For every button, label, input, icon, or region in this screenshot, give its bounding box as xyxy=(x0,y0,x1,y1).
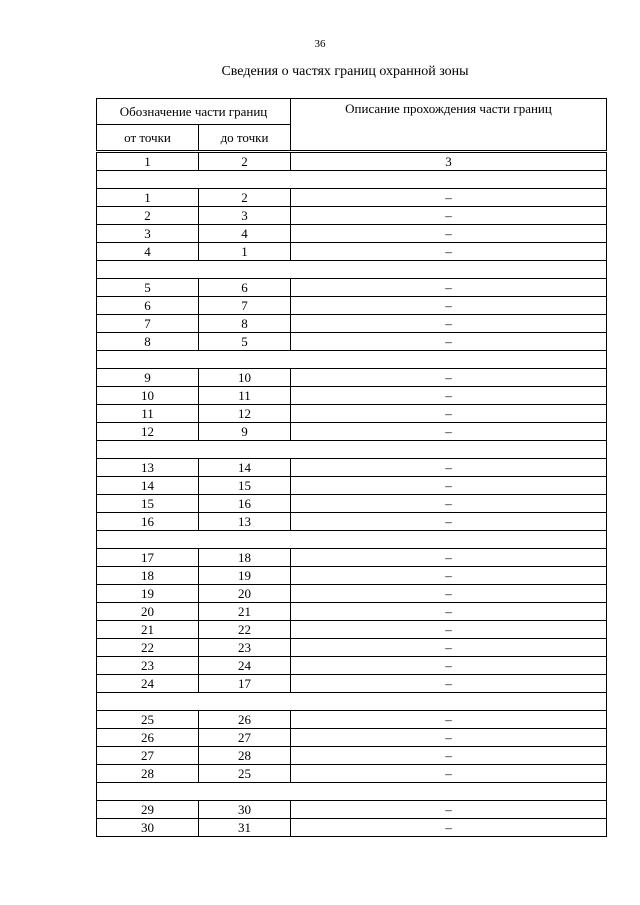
to-point-cell: 10 xyxy=(199,369,291,387)
group-separator-row xyxy=(97,531,607,549)
description-cell: – xyxy=(291,765,607,783)
description-cell: – xyxy=(291,549,607,567)
description-cell: – xyxy=(291,297,607,315)
table-row xyxy=(97,729,607,747)
boundary-table xyxy=(96,152,607,837)
from-point-cell: 24 xyxy=(97,675,199,693)
description-cell: – xyxy=(291,513,607,531)
from-point-cell: 5 xyxy=(97,279,199,297)
from-point-header: от точки xyxy=(97,125,199,151)
description-cell: – xyxy=(291,639,607,657)
from-point-cell: 3 xyxy=(97,225,199,243)
description-cell: – xyxy=(291,747,607,765)
from-point-cell: 12 xyxy=(97,423,199,441)
description-cell: – xyxy=(291,819,607,837)
to-point-cell: 21 xyxy=(199,603,291,621)
table-row xyxy=(97,603,607,621)
to-point-cell: 27 xyxy=(199,729,291,747)
description-cell: – xyxy=(291,315,607,333)
to-point-header: до точки xyxy=(199,125,291,151)
table-row xyxy=(97,621,607,639)
to-point-cell: 8 xyxy=(199,315,291,333)
page-number: 36 xyxy=(314,38,326,50)
from-point-cell: 4 xyxy=(97,243,199,261)
to-point-cell: 17 xyxy=(199,675,291,693)
table-row xyxy=(97,675,607,693)
from-point-cell: 15 xyxy=(97,495,199,513)
to-point-cell: 22 xyxy=(199,621,291,639)
to-point-cell: 30 xyxy=(199,801,291,819)
description-cell: – xyxy=(291,621,607,639)
table-row xyxy=(97,711,607,729)
to-point-cell: 7 xyxy=(199,297,291,315)
group-separator-cell xyxy=(97,171,607,189)
to-point-cell: 9 xyxy=(199,423,291,441)
from-point-cell: 26 xyxy=(97,729,199,747)
description-cell: – xyxy=(291,279,607,297)
boundary-table-body xyxy=(97,153,607,837)
table-row xyxy=(97,513,607,531)
to-point-cell: 19 xyxy=(199,567,291,585)
to-point-cell: 23 xyxy=(199,639,291,657)
from-point-cell: 19 xyxy=(97,585,199,603)
to-point-cell: 11 xyxy=(199,387,291,405)
column-number-cell: 3 xyxy=(291,153,607,171)
column-number-cell: 1 xyxy=(97,153,199,171)
description-cell: – xyxy=(291,333,607,351)
description-cell: – xyxy=(291,603,607,621)
to-point-cell: 1 xyxy=(199,243,291,261)
description-cell: – xyxy=(291,675,607,693)
to-point-cell: 28 xyxy=(199,747,291,765)
description-cell: – xyxy=(291,729,607,747)
group-separator-cell xyxy=(97,783,607,801)
boundary-table-header xyxy=(96,98,607,151)
description-header: Описание прохождения части границ xyxy=(291,99,607,151)
table-row xyxy=(97,279,607,297)
table-row xyxy=(97,369,607,387)
group-separator-row xyxy=(97,261,607,279)
description-cell: – xyxy=(291,801,607,819)
from-point-cell: 7 xyxy=(97,315,199,333)
from-point-cell: 16 xyxy=(97,513,199,531)
table-row xyxy=(97,567,607,585)
group-separator-cell xyxy=(97,441,607,459)
to-point-cell: 20 xyxy=(199,585,291,603)
to-point-cell: 24 xyxy=(199,657,291,675)
table-row xyxy=(97,747,607,765)
to-point-cell: 18 xyxy=(199,549,291,567)
table-row xyxy=(97,225,607,243)
from-point-cell: 1 xyxy=(97,189,199,207)
description-cell: – xyxy=(291,243,607,261)
group-separator-row xyxy=(97,171,607,189)
table-row xyxy=(97,207,607,225)
description-cell: – xyxy=(291,585,607,603)
table-row xyxy=(97,495,607,513)
from-point-cell: 11 xyxy=(97,405,199,423)
to-point-cell: 6 xyxy=(199,279,291,297)
from-point-cell: 2 xyxy=(97,207,199,225)
from-point-cell: 8 xyxy=(97,333,199,351)
table-row xyxy=(97,549,607,567)
from-point-cell: 18 xyxy=(97,567,199,585)
to-point-cell: 25 xyxy=(199,765,291,783)
from-point-cell: 22 xyxy=(97,639,199,657)
group-separator-row xyxy=(97,693,607,711)
description-cell: – xyxy=(291,207,607,225)
from-point-cell: 6 xyxy=(97,297,199,315)
from-point-cell: 21 xyxy=(97,621,199,639)
to-point-cell: 13 xyxy=(199,513,291,531)
description-cell: – xyxy=(291,657,607,675)
to-point-cell: 3 xyxy=(199,207,291,225)
description-cell: – xyxy=(291,495,607,513)
table-row xyxy=(97,819,607,837)
to-point-cell: 31 xyxy=(199,819,291,837)
group-separator-cell xyxy=(97,351,607,369)
table-row xyxy=(97,639,607,657)
table-row xyxy=(97,189,607,207)
column-number-row xyxy=(97,153,607,171)
from-point-cell: 30 xyxy=(97,819,199,837)
to-point-cell: 2 xyxy=(199,189,291,207)
table-row xyxy=(97,297,607,315)
table-row xyxy=(97,801,607,819)
from-point-cell: 20 xyxy=(97,603,199,621)
description-cell: – xyxy=(291,225,607,243)
description-cell: – xyxy=(291,189,607,207)
description-cell: – xyxy=(291,477,607,495)
group-separator-cell xyxy=(97,693,607,711)
table-row xyxy=(97,657,607,675)
description-cell: – xyxy=(291,387,607,405)
description-cell: – xyxy=(291,459,607,477)
table-row xyxy=(97,387,607,405)
from-point-cell: 25 xyxy=(97,711,199,729)
table-row xyxy=(97,423,607,441)
table-row xyxy=(97,765,607,783)
to-point-cell: 4 xyxy=(199,225,291,243)
from-point-cell: 17 xyxy=(97,549,199,567)
description-cell: – xyxy=(291,369,607,387)
group-separator-cell xyxy=(97,261,607,279)
from-point-cell: 9 xyxy=(97,369,199,387)
table-row xyxy=(97,405,607,423)
table-row xyxy=(97,333,607,351)
description-cell: – xyxy=(291,567,607,585)
document-title: Сведения о частях границ охранной зоны xyxy=(221,64,469,79)
description-cell: – xyxy=(291,423,607,441)
to-point-cell: 26 xyxy=(199,711,291,729)
table-row xyxy=(97,315,607,333)
table-row xyxy=(97,459,607,477)
from-point-cell: 10 xyxy=(97,387,199,405)
to-point-cell: 5 xyxy=(199,333,291,351)
description-cell: – xyxy=(291,711,607,729)
from-point-cell: 28 xyxy=(97,765,199,783)
to-point-cell: 15 xyxy=(199,477,291,495)
from-point-cell: 29 xyxy=(97,801,199,819)
group-separator-row xyxy=(97,441,607,459)
to-point-cell: 12 xyxy=(199,405,291,423)
group-separator-row xyxy=(97,351,607,369)
from-point-cell: 14 xyxy=(97,477,199,495)
to-point-cell: 16 xyxy=(199,495,291,513)
to-point-cell: 14 xyxy=(199,459,291,477)
table-row xyxy=(97,477,607,495)
designation-header: Обозначение части границ xyxy=(97,99,291,125)
description-cell: – xyxy=(291,405,607,423)
table-row xyxy=(97,243,607,261)
group-separator-cell xyxy=(97,531,607,549)
from-point-cell: 23 xyxy=(97,657,199,675)
from-point-cell: 13 xyxy=(97,459,199,477)
group-separator-row xyxy=(97,783,607,801)
column-number-cell: 2 xyxy=(199,153,291,171)
table-row xyxy=(97,585,607,603)
from-point-cell: 27 xyxy=(97,747,199,765)
